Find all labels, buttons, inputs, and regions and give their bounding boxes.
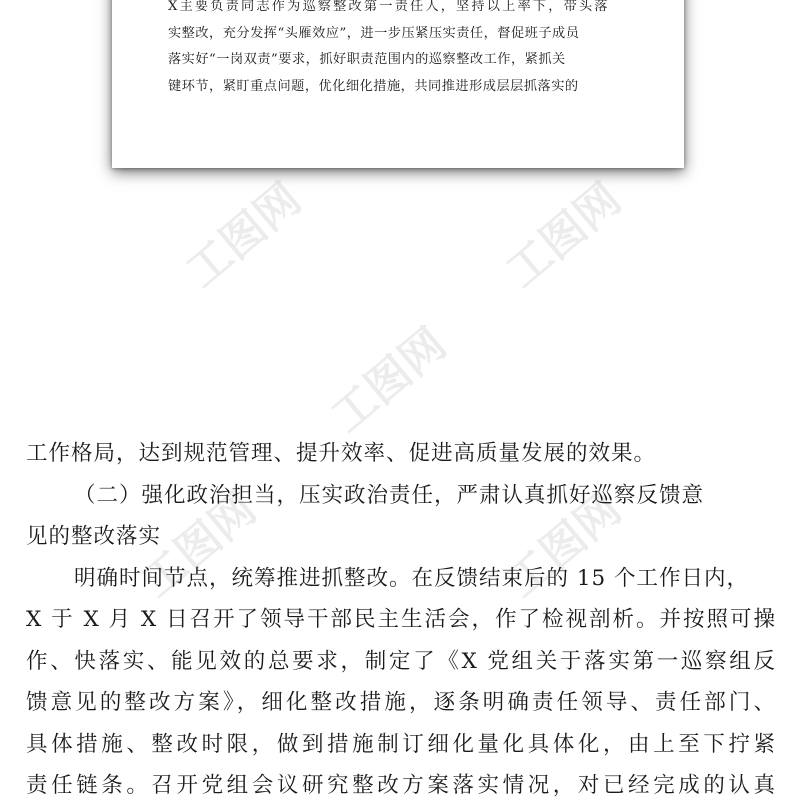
document-body: [26, 433, 776, 807]
paragraph-line: X 于 X 月 X 日召开了领导干部民主生活会，作了检视剖析。并按照可操: [26, 607, 776, 632]
paragraph-line: 具体措施、整改时限，做到措施制订细化量化具体化，由上至下拧紧: [26, 731, 776, 757]
watermark: 工图网: [496, 483, 631, 608]
paragraph-line: 工作格局，达到规范管理、提升效率、促进高质量发展的效果。: [26, 441, 657, 466]
card-line: X主要负责同志作为巡察整改第一责任人，坚持以上率下，带头落: [168, 0, 608, 14]
watermark: 工图网: [131, 483, 266, 608]
card-line: 实整改，充分发挥“头雁效应”，进一步压紧压实责任，督促班子成员: [168, 25, 580, 41]
paragraph-line: 馈意见的整改方案》，细化整改措施，逐条明确责任领导、责任部门、: [26, 690, 776, 715]
section-heading: （二）强化政治担当，压实政治责任，严肃认真抓好巡察反馈意: [74, 482, 705, 508]
paragraph-line: 责任链条。召开党组会议研究整改方案落实情况，对已经完成的认真: [26, 773, 776, 798]
card-line: 落实好“一岗双责”要求，抓好职责范围内的巡察整改工作，紧抓关: [168, 52, 566, 67]
watermark: 工图网: [176, 173, 311, 298]
previous-page-text: [168, 0, 608, 100]
card-line: 键环节，紧盯重点问题，优化细化措施，共同推进形成层层抓落实的: [168, 78, 579, 94]
paragraph-line: 明确时间节点，统筹推进抓整改。在反馈结束后的 15 个工作日内，: [74, 565, 750, 591]
watermark: 工图网: [321, 318, 456, 443]
paragraph-line: 作、快落实、能见效的总要求，制定了《X 党组关于落实第一巡察组反: [26, 648, 776, 674]
section-heading-continued: 见的整改落实: [26, 524, 162, 549]
watermark: 工图网: [496, 173, 631, 298]
